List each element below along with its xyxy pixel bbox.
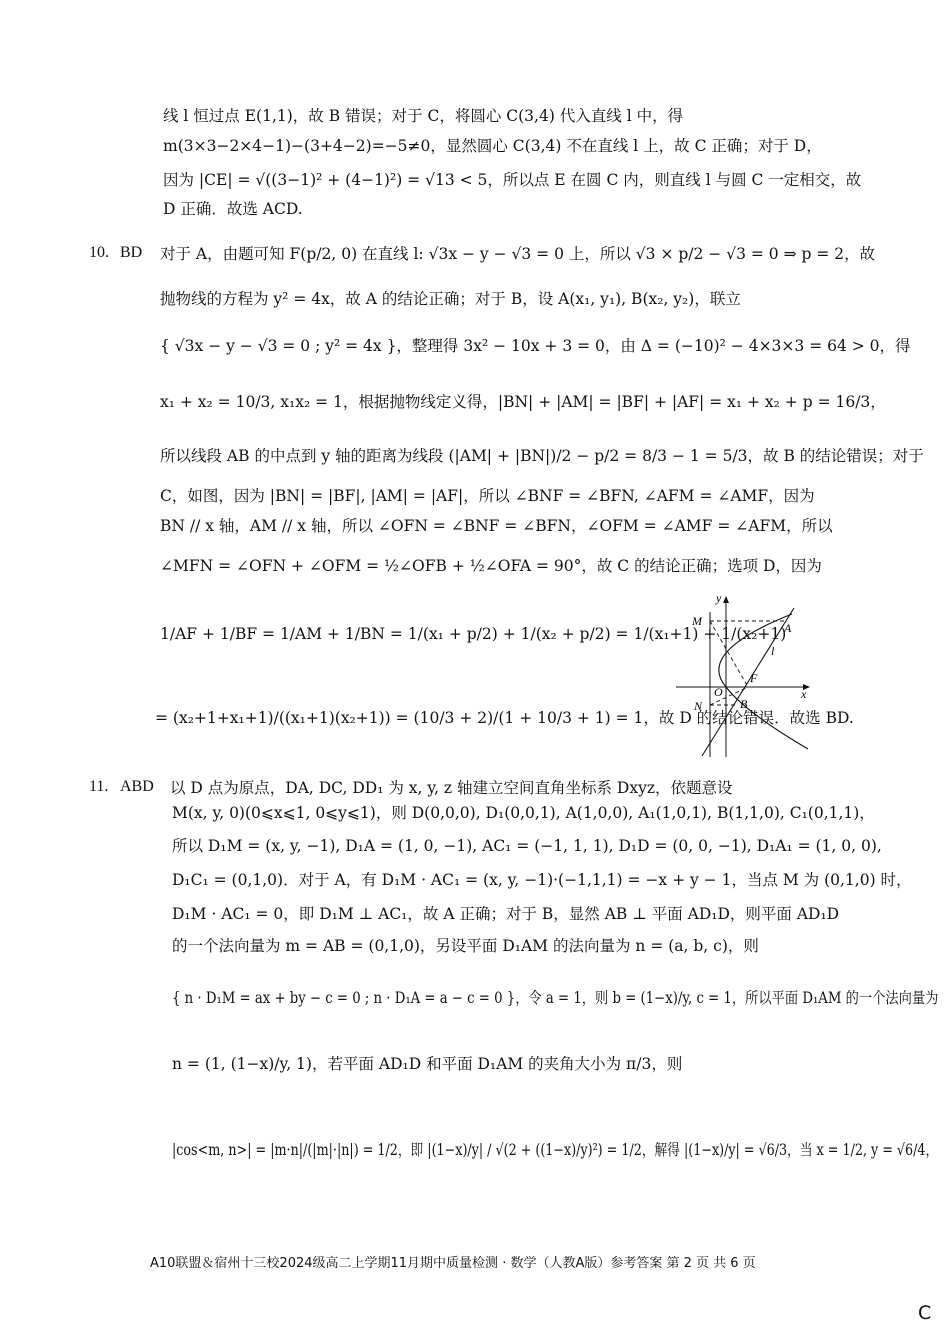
q11-answer: ABD [120,778,154,795]
label-y: y [716,592,722,605]
label-N: N [694,699,703,713]
parabola-figure [670,592,820,762]
q10-answer: BD [120,244,143,261]
q11-line-8: n = (1, (1−x)/y, 1)，若平面 AD₁D 和平面 D₁AM 的夹角大小为 π/3，则 [172,1055,683,1073]
q9-line-2: m(3×3−2×4−1)−(3+4−2)=−5≠0，显然圆心 C(3,4) 不在直线 l 上，故 C 正确；对于 D， [163,137,822,155]
q11-line-5: D₁M · AC₁ = 0，即 D₁M ⊥ AC₁，故 A 正确；对于 B，显然 AB ⊥ 平面 AD₁D，则平面 AD₁D [172,905,840,923]
q10-number: 10. [89,244,109,261]
corner-mark: C [918,1302,932,1324]
y-axis-arrow [723,596,729,603]
q11-line-1: 以 D 点为原点，DA, DC, DD₁ 为 x, y, z 轴建立空间直角坐标系 Dxyz，依题意设 [170,779,733,797]
q10-line-3: { √3x − y − √3 = 0 ; y² = 4x }，整理得 3x² − 10x + 3 = 0，由 Δ = (−10)² − 4×3×3 = 64 > 0，得 [160,337,911,355]
q9-line-4: D 正确．故选 ACD. [163,200,303,218]
q10-line-2: 抛物线的方程为 y² = 4x，故 A 的结论正确；对于 B，设 A(x₁, y₁), B(x₂, y₂)，联立 [160,290,741,308]
label-B: B [740,697,748,711]
q10-line-8: ∠MFN = ∠OFN + ∠OFM = ½∠OFB + ½∠OFA = 90°，故 C 的结论正确；选项 D，因为 [160,557,822,575]
q11-line-4: D₁C₁ = (0,1,0)．对于 A，有 D₁M · AC₁ = (x, y, −1)·(−1,1,1) = −x + y − 1，当点 M 为 (0,1,0) 时， [172,871,912,889]
label-O: O [714,685,723,699]
label-M: M [692,614,702,628]
q11-line-9: |cos<m, n>| = |m·n|/(|m|·|n|) = 1/2，即 |(1−x)/y| / √(2 + ((1−x)/y)²) = 1/2，解得 |(1−x)/y| = √6/3，当 x = 1/2, y = √6/4， [172,1141,939,1159]
dash-MF [710,621,748,687]
q10-line-9: 1/AF + 1/BF = 1/AM + 1/BN = 1/(x₁ + p/2) + 1/(x₂ + p/2) = 1/(x₁+1) + 1/(x₂+1) [160,625,787,643]
q11-line-7: { n · D₁M = ax + by − c = 0 ; n · D₁A = a − c = 0 }，令 a = 1，则 b = (1−x)/y, c = 1，所以平面 D₁AM 的一个法向量为 [172,989,939,1007]
q10-line-5: 所以线段 AB 的中点到 y 轴的距离为线段 (|AM| + |BN|)/2 − p/2 = 8/3 − 1 = 5/3，故 B 的结论错误；对于 [160,447,924,465]
q10-line-10: = (x₂+1+x₁+1)/((x₁+1)(x₂+1)) = (10/3 + 2)/(1 + 10/3 + 1) = 1，故 D 的结论错误．故选 BD. [155,709,854,727]
label-l: l [771,644,775,658]
page-footer: A10联盟＆宿州十三校2024级高二上学期11月期中质量检测 · 数学（人教A版）参考答案 第 2 页 共 6 页 [150,1256,756,1271]
parabola-curve [719,614,808,749]
label-F: F [750,671,758,685]
q10-line-7: BN // x 轴，AM // x 轴，所以 ∠OFN = ∠BNF = ∠BFN，∠OFM = ∠AMF = ∠AFM，所以 [160,517,833,535]
label-A: A [784,621,792,635]
q10-line-6: C，如图，因为 |BN| = |BF|, |AM| = |AF|，所以 ∠BNF = ∠BFN, ∠AFM = ∠AMF，因为 [160,487,815,505]
q11-line-3: 所以 D₁M = (x, y, −1), D₁A = (1, 0, −1), AC₁ = (−1, 1, 1), D₁D = (0, 0, −1), D₁A₁ = (1, 0, 0), [172,837,882,855]
q11-number: 11. [89,778,109,795]
q10-line-1: 对于 A，由题可知 F(p/2, 0) 在直线 l: √3x − y − √3 = 0 上，所以 √3 × p/2 − √3 = 0 ⇒ p = 2，故 [160,245,876,263]
label-x: x [801,687,807,701]
q10-line-4: x₁ + x₂ = 10/3, x₁x₂ = 1，根据抛物线定义得，|BN| + |AM| = |BF| + |AF| = x₁ + x₂ + p = 16/3， [160,393,886,411]
q9-line-3: 因为 |CE| = √((3−1)² + (4−1)²) = √13 < 5，所以点 E 在圆 C 内，则直线 l 与圆 C 一定相交，故 [163,171,862,189]
q9-line-1: 线 l 恒过点 E(1,1)，故 B 错误；对于 C，将圆心 C(3,4) 代入直线 l 中，得 [163,107,684,125]
q11-line-2: M(x, y, 0)(0⩽x⩽1, 0⩽y⩽1)，则 D(0,0,0), D₁(0,0,1), A(1,0,0), A₁(1,0,1), B(1,1,0), C₁(0,1,1)， [172,804,875,822]
q11-line-6: 的一个法向量为 m = AB = (0,1,0)，另设平面 D₁AM 的法向量为 n = (a, b, c)，则 [172,937,759,955]
